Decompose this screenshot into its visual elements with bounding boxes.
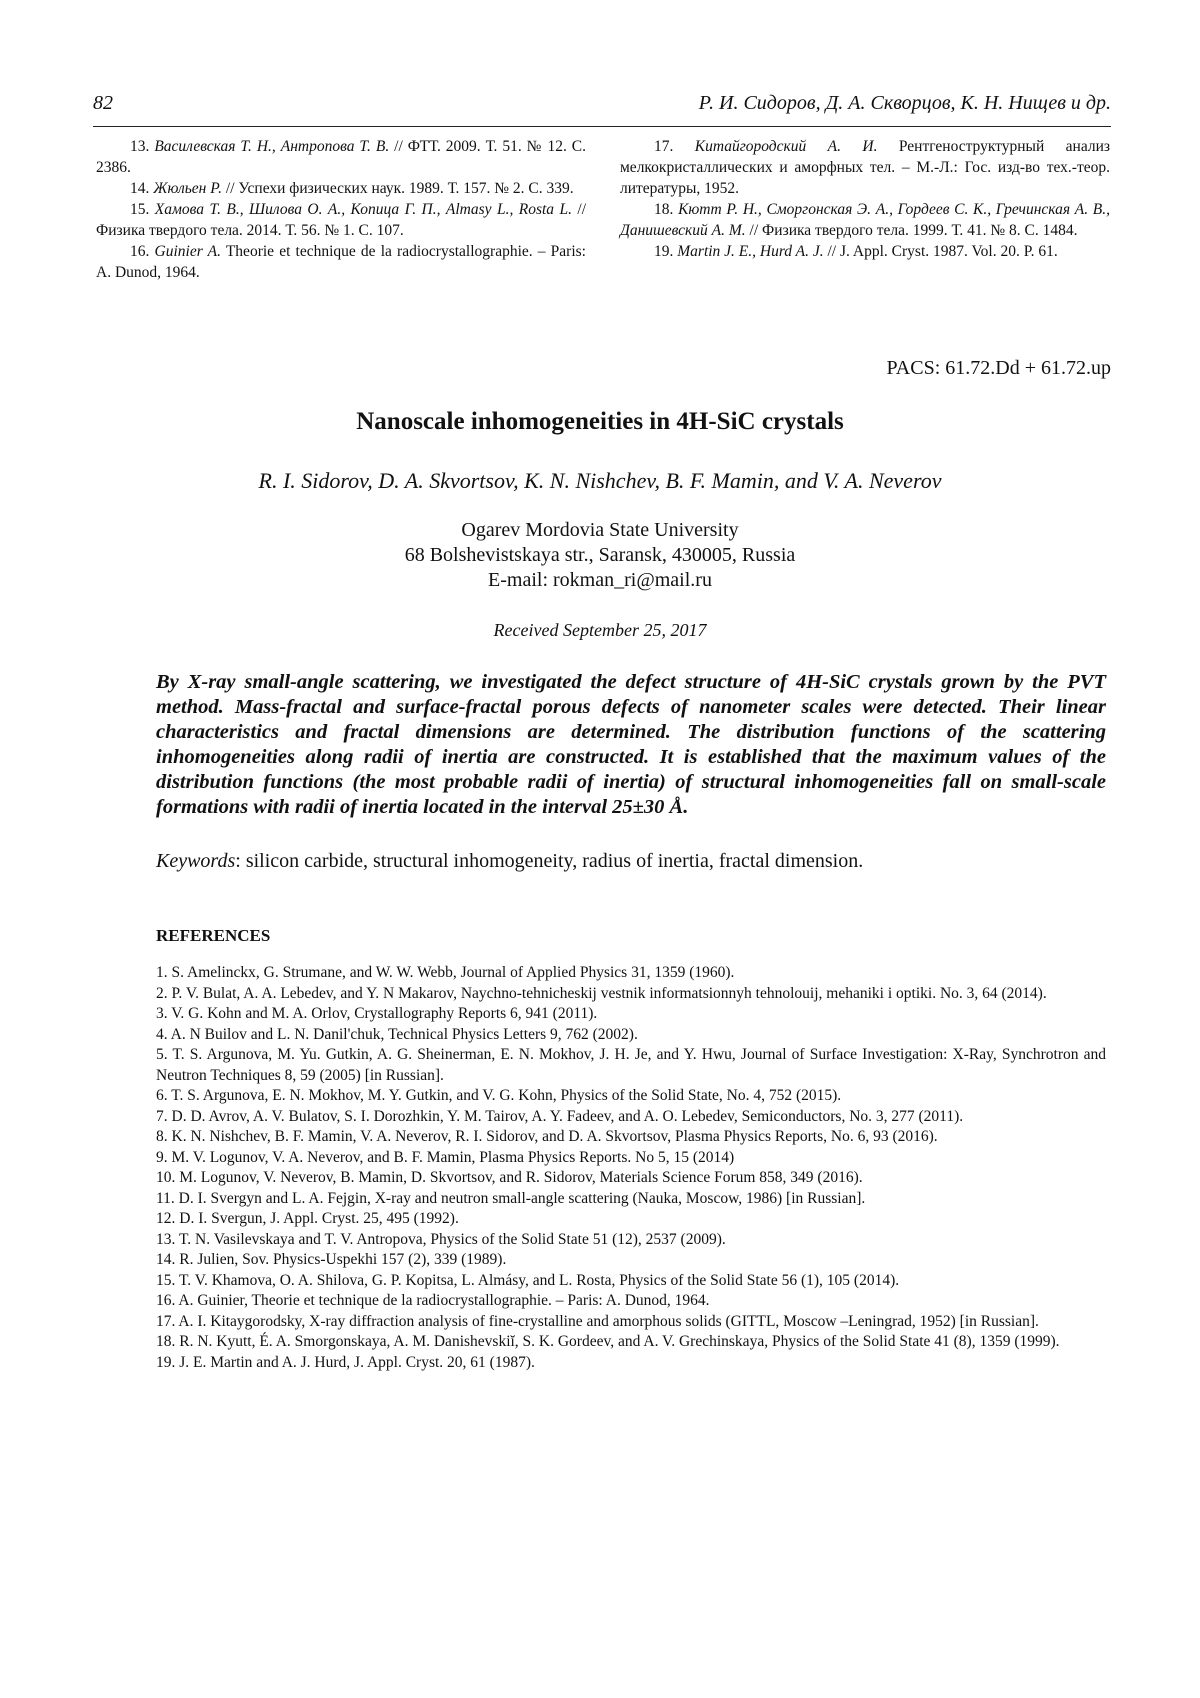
prev-ref-item: 15. Хамова Т. В., Шилова О. А., Копица Г. П., Almasy L., Rosta L. // Физика твердого тела. 2014. Т. 56. № 1. С. 107. [96,201,586,239]
reference-item: 3. V. G. Kohn and M. A. Orlov, Crystallography Reports 6, 941 (2011). [156,1005,598,1022]
reference-item: 6. T. S. Argunova, E. N. Mokhov, M. Y. Gutkin, and V. G. Kohn, Physics of the Solid State, No. 4, 752 (2015). [156,1087,842,1104]
reference-item: 7. D. D. Avrov, A. V. Bulatov, S. I. Dorozhkin, Y. M. Tairov, A. Y. Fadeev, and A. O. Lebedev, Semiconductors, No. 3, 277 (2011). [156,1107,964,1125]
reference-item: 13. T. N. Vasilevskaya and T. V. Antropova, Physics of the Solid State 51 (12), 2537 (2009). [156,1230,726,1248]
reference-item: 11. D. I. Svergyn and L. A. Fejgin, X-ray and neutron small-angle scattering (Nauka, Moscow, 1986) [in Russian]. [156,1189,866,1207]
received-date: Received September 25, 2017 [493,620,707,640]
previous-article-refs-left [96,136,586,283]
reference-item: 14. R. Julien, Sov. Physics-Uspekhi 157 (2), 339 (1989). [156,1251,507,1268]
running-authors: Р. И. Сидоров, Д. А. Скворцов, К. Н. Нищев и др. [698,92,1111,114]
running-head [93,92,1111,122]
prev-ref-item: 17. Китайгородский А. И. Рентгеноструктурный анализ мелкокристаллических и аморфных тел. – М.-Л.: Гос. изд-во тех.-теор. литературы, 1952. [620,138,1110,197]
page-number: 82 [93,92,113,114]
keywords-list: : silicon carbide, structural inhomogeneity, radius of inertia, fractal dimension. [235,850,864,872]
reference-item: 18. R. N. Kyutt, É. A. Smorgonskaya, A. M. Danishevskiĭ, S. K. Gordeev, and A. V. Grechinskaya, Physics of the Solid State 41 (8), 1359 (1999). [156,1333,1060,1350]
affiliation-university: Ogarev Mordovia State University [461,519,739,541]
header-rule [93,126,1111,127]
reference-item: 9. M. V. Logunov, V. A. Neverov, and B. F. Mamin, Plasma Physics Reports. No 5, 15 (2014) [156,1148,735,1166]
article-authors: R. I. Sidorov, D. A. Skvortsov, K. N. Nishchev, B. F. Mamin, and V. A. Neverov [258,468,942,493]
reference-list [156,963,1106,1373]
reference-item: 1. S. Amelinckx, G. Strumane, and W. W. Webb, Journal of Applied Physics 31, 1359 (1960). [156,964,735,981]
prev-ref-item: 14. Жюльен Р. // Успехи физических наук. 1989. Т. 157. № 2. С. 339. [130,180,574,197]
reference-item: 16. A. Guinier, Theorie et technique de la radiocrystallographie. – Paris: A. Dunod, 1964. [156,1292,710,1309]
prev-ref-item: 13. Василевская Т. Н., Антропова Т. В. // ФТТ. 2009. Т. 51. № 12. С. 2386. [96,138,586,176]
prev-ref-item: 19. Martin J. E., Hurd A. J. // J. Appl. Cryst. 1987. Vol. 20. P. 61. [654,243,1058,260]
reference-item: 5. T. S. Argunova, M. Yu. Gutkin, A. G. Sheinerman, E. N. Mokhov, J. H. Je, and Y. Hwu, Journal of Surface Investigation: X-Ray, Synchrotron and Neutron Techniques 8, 59 (2005) [in Russian]. [156,1046,1106,1084]
prev-ref-item: 18. Кютт Р. Н., Сморгонская Э. А., Гордеев С. К., Гречинская А. В., Данишевский А. М. // Физика твердого тела. 1999. Т. 41. № 8. С. 1484. [620,201,1111,239]
pacs-code: PACS: 61.72.Dd + 61.72.up [886,357,1111,379]
keywords [156,850,1106,873]
affiliation-email: E-mail: rokman_ri@mail.ru [488,569,712,591]
abstract: By X-ray small-angle scattering, we investigated the defect structure of 4H-SiC crystals grown by the PVT method. Mass-fractal and surface-fractal porous defects of nanometer scales were detected. Their linear characteristics and fractal dimensions are determined. The distribution functions of the scattering inhomogeneities along radii of inertia are constructed. It is established that the maximum values of the distribution functions (the most probable radii of inertia) of structural inhomogeneities fall on small-scale formations with radii of inertia located in the interval 25±30 Å. [156,671,1106,818]
reference-item: 12. D. I. Svergun, J. Appl. Cryst. 25, 495 (1992). [156,1210,459,1227]
references-heading: REFERENCES [156,926,271,945]
keywords-label: Keywords [156,850,236,872]
article-title: Nanoscale inhomogeneities in 4H-SiC crystals [356,408,844,435]
previous-article-refs-right [620,136,1110,262]
reference-item: 10. M. Logunov, V. Neverov, B. Mamin, D. Skvortsov, and R. Sidorov, Materials Science Forum 858, 349 (2016). [156,1169,863,1186]
affiliation-block [0,518,1200,593]
reference-item: 19. J. E. Martin and A. J. Hurd, J. Appl. Cryst. 20, 61 (1987). [156,1353,535,1371]
reference-item: 2. P. V. Bulat, A. A. Lebedev, and Y. N Makarov, Naychno-tehnicheskij vestnik informatsionnyh tehnolouij, mehaniki i optiki. No. 3, 64 (2014). [156,984,1047,1002]
reference-item: 17. A. I. Kitaygorodsky, X-ray diffraction analysis of fine-crystalline and amorphous solids (GITTL, Moscow –Leningrad, 1952) [in Russian]. [156,1312,1039,1330]
reference-item: 15. T. V. Khamova, O. A. Shilova, G. P. Kopitsa, L. Almásy, and L. Rosta, Physics of the Solid State 56 (1), 105 (2014). [156,1271,900,1289]
reference-item: 4. A. N Builov and L. N. Danil'chuk, Technical Physics Letters 9, 762 (2002). [156,1025,638,1043]
affiliation-address: 68 Bolshevistskaya str., Saransk, 430005, Russia [404,544,796,566]
prev-ref-item: 16. Guinier A. Theorie et technique de la radiocrystallographie. – Paris: A. Dunod, 1964. [96,243,586,281]
reference-item: 8. K. N. Nishchev, B. F. Mamin, V. A. Neverov, R. I. Sidorov, and D. A. Skvortsov, Plasma Physics Reports, No. 6, 93 (2016). [156,1128,938,1145]
